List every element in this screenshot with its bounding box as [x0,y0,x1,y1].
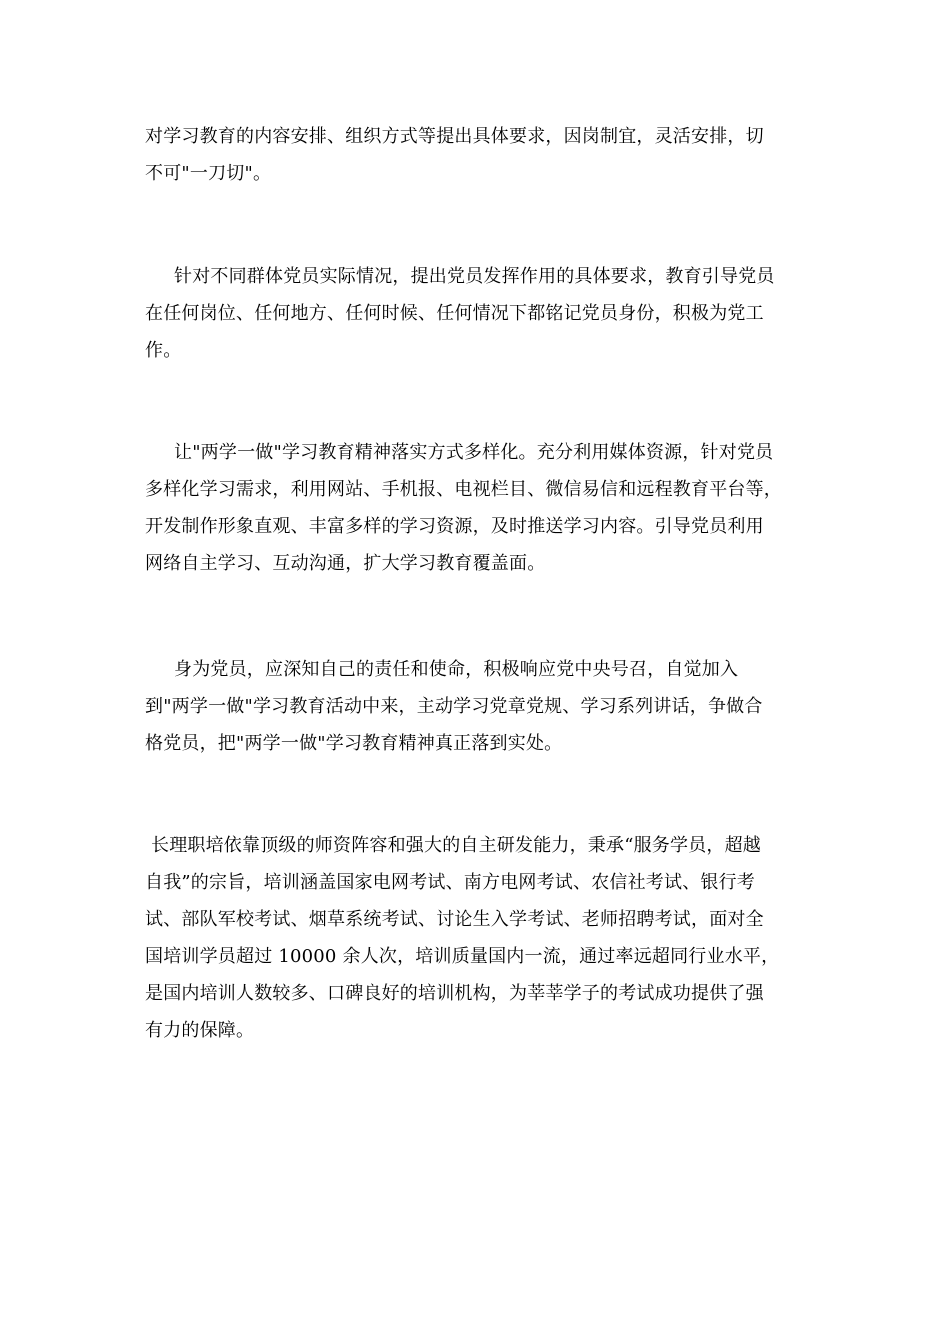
paragraph-line: 对学习教育的内容安排、组织方式等提出具体要求，因岗制宜，灵活安排，切 [145,126,764,147]
paragraph-2 [145,258,810,369]
paragraph-4 [145,651,810,762]
paragraph-line: 让"两学一做"学习教育精神落实方式多样化。充分利用媒体资源，针对党员 [174,442,774,463]
paragraph-line: 到"两学一做"学习教育活动中来，主动学习党章党规、学习系列讲话，争做合 [145,696,763,717]
paragraph-line: 有力的保障。 [145,1020,255,1041]
paragraph-line: 试、部队军校考试、烟草系统考试、讨论生入学考试、老师招聘考试，面对全 [145,909,764,930]
paragraph-1 [145,118,810,192]
paragraph-line: 格党员，把"两学一做"学习教育精神真正落到实处。 [145,733,563,754]
paragraph-line: 多样化学习需求，利用网站、手机报、电视栏目、微信易信和远程教育平台等， [145,479,782,500]
paragraph-line: 作。 [145,340,182,361]
paragraph-line: 网络自主学习、互动沟通，扩大学习教育覆盖面。 [145,553,546,574]
paragraph-line: 国培训学员超过 10000 余人次，培训质量国内一流，通过率远超同行业水平， [145,946,780,967]
paragraph-5 [145,827,810,1049]
paragraph-line: 自我”的宗旨，培训涵盖国家电网考试、南方电网考试、农信社考试、银行考 [145,872,755,893]
paragraph-line: 长理职培依靠顶级的师资阵容和强大的自主研发能力，秉承“服务学员，超越 [151,835,761,856]
paragraph-line: 在任何岗位、任何地方、任何时候、任何情况下都铭记党员身份，积极为党工 [145,303,764,324]
paragraph-line: 不可"一刀切"。 [145,163,272,184]
paragraph-line: 针对不同群体党员实际情况，提出党员发挥作用的具体要求，教育引导党员 [174,266,775,287]
paragraph-3 [145,434,810,582]
paragraph-line: 开发制作形象直观、丰富多样的学习资源，及时推送学习内容。引导党员利用 [145,516,764,537]
paragraph-line: 身为党员，应深知自己的责任和使命，积极响应党中央号召，自觉加入 [174,659,739,680]
paragraph-line: 是国内培训人数较多、口碑良好的培训机构，为莘莘学子的考试成功提供了强 [145,983,764,1004]
